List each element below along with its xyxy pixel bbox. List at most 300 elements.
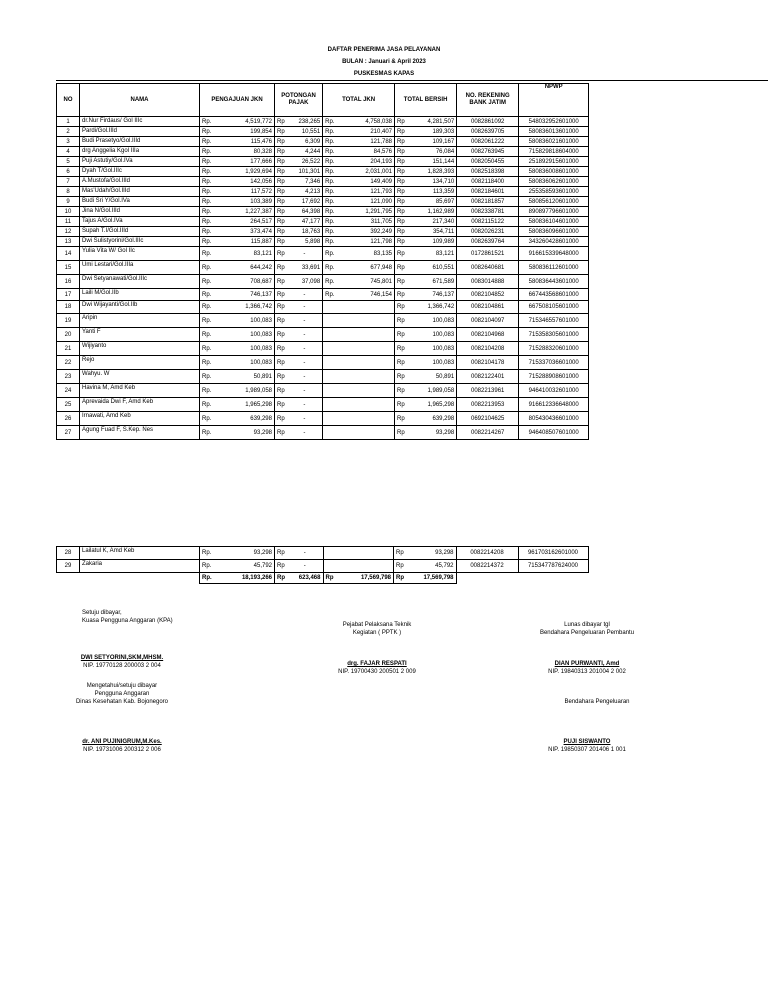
kpa-nip: NIP. 19770128 200003 2 004 xyxy=(83,663,161,669)
institution: PUSKESMAS KAPAS xyxy=(353,71,415,77)
total-rp-label: Rp. xyxy=(200,573,215,584)
table-row xyxy=(57,157,589,167)
col-rekening: NO. REKENING BANK JATIM xyxy=(457,84,519,117)
row-no: 11 xyxy=(57,217,80,227)
row-currency: Rp xyxy=(395,247,407,261)
row-currency: Rp xyxy=(275,167,287,177)
row-currency: Rp xyxy=(275,117,287,127)
row-rekening: 0082104178 xyxy=(457,356,519,370)
row-currency: Rp. xyxy=(200,342,215,356)
pa-name: dr. ANI PUJINIGRUM,M.Kes. xyxy=(82,739,162,745)
row-total-jkn xyxy=(337,301,395,314)
bp-name: PUJI SISWANTO xyxy=(563,739,611,745)
row-currency: Rp. xyxy=(200,247,215,261)
row-total-jkn xyxy=(337,356,395,370)
row-npwp: 715288908601000 xyxy=(519,370,589,384)
row-currency: Rp xyxy=(395,384,407,398)
row-pengajuan: 708,687 xyxy=(215,275,275,289)
row-total-bersih: 100,083 xyxy=(407,342,457,356)
col-npwp: NPWP xyxy=(519,84,589,117)
row-no: 25 xyxy=(57,398,80,412)
row-currency: Rp. xyxy=(200,147,215,157)
pa-label-3: Dinas Kesehatan Kab. Bojonegoro xyxy=(75,699,169,705)
table-row xyxy=(57,289,589,301)
row-currency: Rp. xyxy=(323,275,337,289)
signature-bendahara-pembantu-name xyxy=(522,660,652,676)
row-currency: Rp xyxy=(275,547,288,560)
row-no: 17 xyxy=(57,289,80,301)
row-nama: Rejo xyxy=(80,356,200,370)
row-currency: Rp xyxy=(275,197,287,207)
row-currency: Rp. xyxy=(200,217,215,227)
row-pengajuan: 115,476 xyxy=(215,137,275,147)
bp-nip: NIP. 19850307 201406 1 001 xyxy=(548,747,626,753)
row-nama: Jina N/Gol.IIId xyxy=(80,207,200,217)
row-pengajuan: 4,519,772 xyxy=(215,117,275,127)
row-total-bersih: 1,828,393 xyxy=(407,167,457,177)
signature-pptk-name xyxy=(322,660,432,676)
row-currency: Rp. xyxy=(200,301,215,314)
signature-pptk xyxy=(322,621,432,637)
row-total-jkn xyxy=(336,560,394,573)
row-rekening: 0082213953 xyxy=(457,398,519,412)
signature-pa xyxy=(62,682,182,706)
total-pengajuan: 18,193,266 xyxy=(215,573,275,584)
row-potongan: - xyxy=(287,370,323,384)
signature-kpa xyxy=(82,609,173,625)
row-no: 22 xyxy=(57,356,80,370)
row-total-jkn: 83,135 xyxy=(337,247,395,261)
row-npwp: 580836021601000 xyxy=(519,137,589,147)
row-total-bersih: 85,697 xyxy=(407,197,457,207)
row-npwp: 255358593601000 xyxy=(519,187,589,197)
row-currency: Rp xyxy=(275,275,287,289)
row-currency: Rp xyxy=(395,127,407,137)
row-pengajuan: 142,056 xyxy=(215,177,275,187)
table-row xyxy=(57,247,589,261)
row-npwp: 580836096601000 xyxy=(519,227,589,237)
row-nama: Dwi Sulistyorini/Gol.IIIc xyxy=(80,237,200,247)
pa-label-2: Pengguna Anggaran xyxy=(94,691,150,697)
row-currency: Rp. xyxy=(200,275,215,289)
row-currency: Rp. xyxy=(200,289,215,301)
row-total-jkn xyxy=(337,384,395,398)
total-bersih: 17,569,798 xyxy=(406,573,456,584)
row-npwp: 580836062601000 xyxy=(519,177,589,187)
row-no: 9 xyxy=(57,197,80,207)
row-currency: Rp xyxy=(395,275,407,289)
row-pengajuan: 117,572 xyxy=(215,187,275,197)
row-npwp: 580836443601000 xyxy=(519,275,589,289)
total-row xyxy=(57,573,589,584)
row-currency: Rp xyxy=(395,426,407,440)
col-no: NO xyxy=(57,84,80,117)
row-rekening: 0082214267 xyxy=(457,426,519,440)
row-npwp: 946410032601000 xyxy=(519,384,589,398)
row-currency: Rp. xyxy=(200,328,215,342)
row-npwp: 580836013601000 xyxy=(519,127,589,137)
row-total-bersih: 109,167 xyxy=(407,137,457,147)
row-currency: Rp. xyxy=(323,127,337,137)
row-currency: Rp xyxy=(395,342,407,356)
pa-nip: NIP. 19731006 200312 2 006 xyxy=(83,747,161,753)
row-rekening: 0082050455 xyxy=(457,157,519,167)
row-total-jkn xyxy=(336,547,394,560)
row-potongan: - xyxy=(287,356,323,370)
row-currency: Rp. xyxy=(200,560,215,573)
row-npwp: 916612336648000 xyxy=(519,398,589,412)
row-nama: Aripin xyxy=(80,314,200,328)
row-npwp: 667443568601000 xyxy=(519,289,589,301)
row-potongan: - xyxy=(287,314,323,328)
row-no: 23 xyxy=(57,370,80,384)
row-no: 4 xyxy=(57,147,80,157)
row-currency: Rp xyxy=(275,177,287,187)
row-rekening: 0172861521 xyxy=(457,247,519,261)
table-row xyxy=(57,426,589,440)
row-rekening: 0082181857 xyxy=(457,197,519,207)
row-currency: Rp xyxy=(275,398,287,412)
row-potongan: 17,692 xyxy=(287,197,323,207)
row-currency: Rp. xyxy=(200,314,215,328)
row-rekening: 0082104852 xyxy=(457,289,519,301)
row-total-bersih: 100,083 xyxy=(407,356,457,370)
row-potongan: - xyxy=(287,560,323,573)
row-total-bersih: 1,989,058 xyxy=(407,384,457,398)
row-potongan: 18,763 xyxy=(287,227,323,237)
row-rekening: 0082026231 xyxy=(457,227,519,237)
table-row xyxy=(57,314,589,328)
row-nama: Supah T.I/Gol.IIId xyxy=(80,227,200,237)
row-total-jkn xyxy=(337,370,395,384)
row-currency: Rp xyxy=(395,289,407,301)
row-total-jkn: 204,193 xyxy=(337,157,395,167)
row-total-bersih: 1,162,989 xyxy=(407,207,457,217)
row-currency: Rp. xyxy=(323,147,337,157)
row-nama: dr.Nur Firdaus/ Gol IIIc xyxy=(80,117,200,127)
row-total-bersih: 45,792 xyxy=(406,560,456,573)
row-total-jkn: 84,576 xyxy=(337,147,395,157)
row-currency: Rp xyxy=(395,137,407,147)
row-currency: Rp. xyxy=(323,247,337,261)
kpa-label-1: Setuju dibayar, xyxy=(82,610,122,616)
row-no: 2 xyxy=(57,127,80,137)
row-total-jkn: 121,090 xyxy=(337,197,395,207)
row-nama: Dwi Setyanawati/Gol.IIIc xyxy=(80,275,200,289)
row-potongan: - xyxy=(287,398,323,412)
signature-bendahara-name xyxy=(522,738,652,754)
row-currency: Rp. xyxy=(200,167,215,177)
row-currency: Rp xyxy=(275,147,287,157)
row-currency: Rp xyxy=(275,227,287,237)
table-row xyxy=(57,237,589,247)
row-currency: Rp xyxy=(275,342,287,356)
table-row xyxy=(57,137,589,147)
row-currency: Rp. xyxy=(323,187,337,197)
row-no: 29 xyxy=(57,560,80,573)
row-potongan: - xyxy=(287,412,323,426)
row-pengajuan: 264,517 xyxy=(215,217,275,227)
row-rekening: 0082061222 xyxy=(457,137,519,147)
table-row xyxy=(57,187,589,197)
table-row xyxy=(57,227,589,237)
row-currency: Rp xyxy=(395,328,407,342)
row-pengajuan: 50,891 xyxy=(215,370,275,384)
table-row xyxy=(57,398,589,412)
row-pengajuan: 177,666 xyxy=(215,157,275,167)
row-total-bersih: 100,083 xyxy=(407,314,457,328)
row-currency: Rp xyxy=(275,412,287,426)
row-no: 16 xyxy=(57,275,80,289)
row-nama: Wahyu. W xyxy=(80,370,200,384)
row-npwp: 580836008601000 xyxy=(519,167,589,177)
row-currency: Rp xyxy=(395,157,407,167)
row-rekening: 0082213961 xyxy=(457,384,519,398)
row-currency xyxy=(323,412,337,426)
row-currency: Rp. xyxy=(200,370,215,384)
row-rekening: 0082640681 xyxy=(457,261,519,275)
row-npwp: 548032952601000 xyxy=(519,117,589,127)
row-no: 5 xyxy=(57,157,80,167)
row-potongan: - xyxy=(287,426,323,440)
row-total-jkn xyxy=(337,314,395,328)
row-currency: Rp. xyxy=(200,187,215,197)
row-currency: Rp. xyxy=(323,137,337,147)
row-currency xyxy=(323,342,337,356)
row-potongan: 238,265 xyxy=(287,117,323,127)
row-nama: Agung Fuad F, S.Kep. Nes xyxy=(80,426,200,440)
row-currency: Rp. xyxy=(200,207,215,217)
row-potongan: 101,301 xyxy=(287,167,323,177)
row-rekening: 0082184601 xyxy=(457,187,519,197)
row-pengajuan: 103,389 xyxy=(215,197,275,207)
row-total-bersih: 151,144 xyxy=(407,157,457,167)
row-npwp: 715346557601000 xyxy=(519,314,589,328)
row-potongan: 4,213 xyxy=(287,187,323,197)
row-pengajuan: 1,227,387 xyxy=(215,207,275,217)
period: BULAN : Januari & April 2023 xyxy=(342,59,426,65)
row-pengajuan: 93,298 xyxy=(215,547,275,560)
row-npwp: 580836104601000 xyxy=(519,217,589,227)
row-total-jkn xyxy=(337,328,395,342)
row-currency: Rp xyxy=(275,187,287,197)
row-total-bersih: 76,084 xyxy=(407,147,457,157)
col-nama: NAMA xyxy=(80,84,200,117)
table-row xyxy=(57,207,589,217)
row-total-jkn xyxy=(337,398,395,412)
row-no: 12 xyxy=(57,227,80,237)
row-npwp: 805430436601000 xyxy=(519,412,589,426)
row-rekening: 0082214208 xyxy=(456,547,518,560)
row-potongan: 37,098 xyxy=(287,275,323,289)
row-no: 24 xyxy=(57,384,80,398)
row-currency xyxy=(323,398,337,412)
row-currency: Rp xyxy=(395,217,407,227)
table-row xyxy=(57,197,589,207)
row-currency: Rp xyxy=(275,560,288,573)
row-pengajuan: 45,792 xyxy=(215,560,275,573)
table-row xyxy=(57,370,589,384)
row-currency: Rp xyxy=(395,167,407,177)
signature-pa-name xyxy=(62,738,182,754)
pa-label-1: Mengetahui/setuju dibayar xyxy=(86,683,158,689)
total-rp-label: Rp xyxy=(323,573,336,584)
row-total-jkn: 311,705 xyxy=(337,217,395,227)
row-currency: Rp. xyxy=(323,177,337,187)
row-total-bersih: 134,710 xyxy=(407,177,457,187)
header-line xyxy=(56,80,768,81)
row-currency: Rp xyxy=(395,197,407,207)
row-total-jkn: 677,948 xyxy=(337,261,395,275)
row-pengajuan: 1,929,694 xyxy=(215,167,275,177)
row-currency: Rp xyxy=(275,157,287,167)
row-nama: Budi Prasetyo/Gol.IIId xyxy=(80,137,200,147)
row-total-bersih: 189,303 xyxy=(407,127,457,137)
row-currency xyxy=(323,384,337,398)
recipients-table-continued xyxy=(56,546,589,584)
row-nama: Aprevaida Dwi F, Amd Keb xyxy=(80,398,200,412)
row-nama: Puji Astutiy/Gol.IVa xyxy=(80,157,200,167)
row-currency: Rp xyxy=(394,560,407,573)
row-rekening: 0082104208 xyxy=(457,342,519,356)
row-pengajuan: 746,137 xyxy=(215,289,275,301)
row-potongan: - xyxy=(287,384,323,398)
row-nama: Pardi/Gol.IIId xyxy=(80,127,200,137)
kpa-name: DWI SETYORINI,SKM,MHSM. xyxy=(80,655,164,661)
row-currency: Rp. xyxy=(200,197,215,207)
row-currency: Rp xyxy=(395,356,407,370)
row-no: 13 xyxy=(57,237,80,247)
row-total-jkn: 745,801 xyxy=(337,275,395,289)
row-total-bersih: 1,366,742 xyxy=(407,301,457,314)
table-row xyxy=(57,328,589,342)
row-no: 27 xyxy=(57,426,80,440)
col-total-bersih: TOTAL BERSIH xyxy=(395,84,457,117)
row-currency: Rp. xyxy=(200,237,215,247)
row-currency: Rp xyxy=(395,207,407,217)
table-row xyxy=(57,384,589,398)
row-total-jkn: 121,798 xyxy=(337,237,395,247)
row-npwp: 916615339648000 xyxy=(519,247,589,261)
row-total-bersih: 50,891 xyxy=(407,370,457,384)
row-total-jkn: 4,758,038 xyxy=(337,117,395,127)
row-total-bersih: 217,340 xyxy=(407,217,457,227)
row-currency: Rp xyxy=(275,247,287,261)
row-npwp: 667508105601000 xyxy=(519,301,589,314)
row-pengajuan: 644,242 xyxy=(215,261,275,275)
row-rekening: 0082214372 xyxy=(456,560,518,573)
row-total-bersih: 610,551 xyxy=(407,261,457,275)
row-potongan: 33,691 xyxy=(287,261,323,275)
row-currency: Rp. xyxy=(323,167,337,177)
row-total-bersih: 100,083 xyxy=(407,328,457,342)
row-potongan: 64,398 xyxy=(287,207,323,217)
row-currency: Rp xyxy=(275,328,287,342)
row-currency: Rp xyxy=(275,127,287,137)
row-nama: A.Mustofa/Gol.IIId xyxy=(80,177,200,187)
row-nama: Dwi Wijayanti/Gol.IIb xyxy=(80,301,200,314)
row-nama: Zakaria xyxy=(80,560,200,573)
row-total-bersih: 113,359 xyxy=(407,187,457,197)
row-nama: drg Anggelia Kgol IIIa xyxy=(80,147,200,157)
total-rp-label: Rp xyxy=(275,573,288,584)
row-npwp: 715337036601000 xyxy=(519,356,589,370)
row-nama: Lailatul K, Amd Keb xyxy=(80,547,200,560)
row-currency: Rp. xyxy=(200,137,215,147)
signature-bendahara xyxy=(532,698,662,706)
row-nama: Umi Lestari/Gol.IIIa xyxy=(80,261,200,275)
row-npwp: 580856120601000 xyxy=(519,197,589,207)
row-currency: Rp xyxy=(275,384,287,398)
row-npwp: 715347787624000 xyxy=(518,560,588,573)
row-nama: Wijiyanto xyxy=(80,342,200,356)
bpp-label-1: Lunas dibayar tgl xyxy=(564,622,610,628)
row-nama: Tajus A/Gol.IVa xyxy=(80,217,200,227)
table-row xyxy=(57,127,589,137)
row-pengajuan: 100,083 xyxy=(215,342,275,356)
row-total-jkn: 121,788 xyxy=(337,137,395,147)
row-no: 8 xyxy=(57,187,80,197)
row-total-jkn: 1,291,795 xyxy=(337,207,395,217)
row-currency: Rp xyxy=(275,370,287,384)
row-currency xyxy=(323,370,337,384)
row-pengajuan: 1,965,298 xyxy=(215,398,275,412)
signature-bendahara-pembantu xyxy=(522,621,652,637)
row-nama: Havina M, Amd Keb xyxy=(80,384,200,398)
recipients-table xyxy=(56,83,589,440)
row-currency xyxy=(323,314,337,328)
row-potongan: - xyxy=(287,289,323,301)
total-rp-label: Rp xyxy=(394,573,407,584)
row-no: 21 xyxy=(57,342,80,356)
row-currency xyxy=(323,328,337,342)
row-currency: Rp. xyxy=(323,261,337,275)
row-currency: Rp. xyxy=(323,289,337,301)
row-no: 7 xyxy=(57,177,80,187)
row-nama: Mas'Udah/Gol.IIId xyxy=(80,187,200,197)
row-potongan: - xyxy=(287,301,323,314)
table-row xyxy=(57,177,589,187)
row-npwp: 961703162601000 xyxy=(518,547,588,560)
row-nama: Yulia Vita W/ Gol IIc xyxy=(80,247,200,261)
row-total-jkn: 746,154 xyxy=(337,289,395,301)
row-pengajuan: 93,298 xyxy=(215,426,275,440)
row-no: 20 xyxy=(57,328,80,342)
row-npwp: 251892915601000 xyxy=(519,157,589,167)
row-total-bersih: 109,989 xyxy=(407,237,457,247)
row-total-bersih: 746,137 xyxy=(407,289,457,301)
row-currency: Rp. xyxy=(200,117,215,127)
kpa-label-2: Kuasa Pengguna Anggaran (KPA) xyxy=(82,618,173,624)
row-total-jkn: 149,409 xyxy=(337,177,395,187)
table-row xyxy=(57,412,589,426)
row-currency: Rp. xyxy=(200,177,215,187)
row-rekening: 0082639764 xyxy=(457,237,519,247)
row-nama: Budi Sri Y/Gol.IVa xyxy=(80,197,200,207)
row-pengajuan: 100,083 xyxy=(215,314,275,328)
table-row xyxy=(57,342,589,356)
row-potongan: 4,244 xyxy=(287,147,323,157)
row-currency: Rp. xyxy=(200,398,215,412)
row-no: 15 xyxy=(57,261,80,275)
row-pengajuan: 199,854 xyxy=(215,127,275,137)
row-potongan: 6,309 xyxy=(287,137,323,147)
row-npwp: 715829818604000 xyxy=(519,147,589,157)
row-potongan: - xyxy=(287,547,323,560)
row-total-bersih: 639,298 xyxy=(407,412,457,426)
row-currency: Rp xyxy=(394,547,407,560)
row-rekening: 0082104097 xyxy=(457,314,519,328)
